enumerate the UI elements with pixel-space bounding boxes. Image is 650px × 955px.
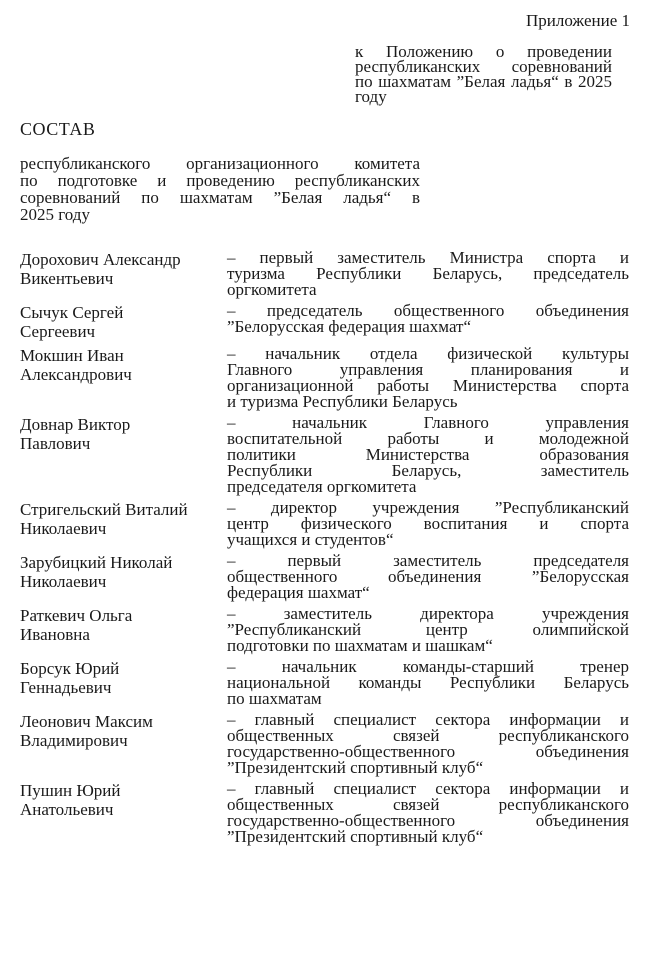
subheading-line: по подготовке и проведению республиканских — [20, 171, 420, 190]
member-role-line: учащихся и студентов“ — [227, 530, 394, 549]
member-role — [227, 250, 629, 298]
member-role-line: политики Министерства образования — [227, 445, 629, 464]
member-role — [227, 712, 629, 776]
member-role-line: государственно-общественного объединения — [227, 742, 629, 761]
member-role-line: – заместитель директора учреждения — [227, 604, 629, 623]
committee-member — [20, 781, 632, 845]
member-name — [20, 712, 227, 776]
member-name-line: Викентьевич — [20, 269, 114, 288]
committee-member — [20, 415, 632, 495]
appendix-line: году — [355, 87, 387, 106]
member-name — [20, 500, 227, 548]
member-role — [227, 415, 629, 495]
member-role-line: общественных связей республиканского — [227, 795, 629, 814]
member-name — [20, 553, 227, 601]
member-name — [20, 346, 227, 410]
member-role-line: воспитательной работы и молодежной — [227, 429, 629, 448]
member-name-line: Раткевич Ольга — [20, 606, 133, 625]
member-role-line: государственно-общественного объединения — [227, 811, 629, 830]
member-role-line: организационной работы Министерства спорта — [227, 376, 629, 395]
member-name-line: Мокшин Иван — [20, 346, 124, 365]
member-role — [227, 781, 629, 845]
member-role-line: и туризма Республики Беларусь — [227, 392, 458, 411]
document-heading: СОСТАВ — [20, 119, 96, 139]
member-role-line: ”Республиканский центр олимпийской — [227, 620, 629, 639]
member-role-line: ”Президентский спортивный клуб“ — [227, 827, 484, 846]
member-name-line: Дорохович Александр — [20, 250, 181, 269]
member-role-line: – главный специалист сектора информации и — [227, 779, 629, 798]
committee-member-list — [20, 250, 632, 850]
member-role-line: – директор учреждения ”Республиканский — [227, 498, 629, 517]
member-name — [20, 250, 227, 298]
member-role-line: туризма Республики Беларусь, председатель — [227, 264, 629, 283]
member-role-line: – главный специалист сектора информации и — [227, 710, 629, 729]
member-role-line: председателя оргкомитета — [227, 477, 417, 496]
member-role-line: ”Президентский спортивный клуб“ — [227, 758, 484, 777]
member-name-line: Стригельский Виталий — [20, 500, 188, 519]
committee-member — [20, 500, 632, 548]
member-name-line: Сергеевич — [20, 322, 96, 341]
member-name — [20, 303, 227, 341]
member-role-line: оргкомитета — [227, 280, 317, 299]
member-role-line: – начальник отдела физической культуры — [227, 344, 629, 363]
member-name-line: Геннадьевич — [20, 678, 112, 697]
member-name-line: Леонович Максим — [20, 712, 153, 731]
document-subheading — [20, 155, 420, 223]
member-name-line: Николаевич — [20, 572, 107, 591]
member-role-line: центр физического воспитания и спорта — [227, 514, 629, 533]
member-name-line: Павлович — [20, 434, 91, 453]
member-role-line: Республики Беларусь, заместитель — [227, 461, 629, 480]
committee-member — [20, 606, 632, 654]
member-role-line: общественного объединения ”Белорусская — [227, 567, 629, 586]
member-name-line: Николаевич — [20, 519, 107, 538]
member-name-line: Пушин Юрий — [20, 781, 121, 800]
member-name — [20, 781, 227, 845]
member-name-line: Александрович — [20, 365, 132, 384]
subheading-line: 2025 году — [20, 205, 90, 224]
member-name-line: Довнар Виктор — [20, 415, 131, 434]
committee-member — [20, 712, 632, 776]
member-role — [227, 553, 629, 601]
member-role-line: общественных связей республиканского — [227, 726, 629, 745]
member-role — [227, 346, 629, 410]
committee-member — [20, 250, 632, 298]
member-role-line: национальной команды Республики Беларусь — [227, 673, 629, 692]
member-role-line: – первый заместитель председателя — [227, 551, 629, 570]
committee-member — [20, 553, 632, 601]
subheading-line: республиканского организационного комитета — [20, 154, 420, 173]
member-name — [20, 606, 227, 654]
member-role — [227, 659, 629, 707]
committee-member — [20, 659, 632, 707]
appendix-title: Приложение 1 — [526, 11, 630, 30]
appendix-reference — [355, 44, 612, 104]
appendix-line: по шахматам ”Белая ладья“ в 2025 — [355, 72, 612, 91]
member-role-line: – председатель общественного объединения — [227, 301, 629, 320]
member-name-line: Ивановна — [20, 625, 90, 644]
member-name-line: Борсук Юрий — [20, 659, 120, 678]
member-role-line: – начальник команды-старший тренер — [227, 657, 629, 676]
member-name-line: Владимирович — [20, 731, 128, 750]
member-role — [227, 500, 629, 548]
committee-member — [20, 303, 632, 341]
member-name-line: Сычук Сергей — [20, 303, 124, 322]
member-name — [20, 415, 227, 495]
subheading-line: соревнований по шахматам ”Белая ладья“ в — [20, 188, 420, 207]
member-role-line: – начальник Главного управления — [227, 413, 629, 432]
member-role-line: – первый заместитель Министра спорта и — [227, 248, 629, 267]
member-name — [20, 659, 227, 707]
member-role-line: Главного управления планирования и — [227, 360, 629, 379]
member-role — [227, 606, 629, 654]
committee-member — [20, 346, 632, 410]
member-role-line: подготовки по шахматам и шашкам“ — [227, 636, 493, 655]
appendix-line: республиканских соревнований — [355, 57, 612, 76]
member-name-line: Зарубицкий Николай — [20, 553, 173, 572]
member-name-line: Анатольевич — [20, 800, 114, 819]
member-role-line: по шахматам — [227, 689, 322, 708]
member-role-line: федерация шахмат“ — [227, 583, 370, 602]
member-role-line: ”Белорусская федерация шахмат“ — [227, 317, 472, 336]
appendix-line: к Положению о проведении — [355, 42, 612, 61]
member-role — [227, 303, 629, 341]
